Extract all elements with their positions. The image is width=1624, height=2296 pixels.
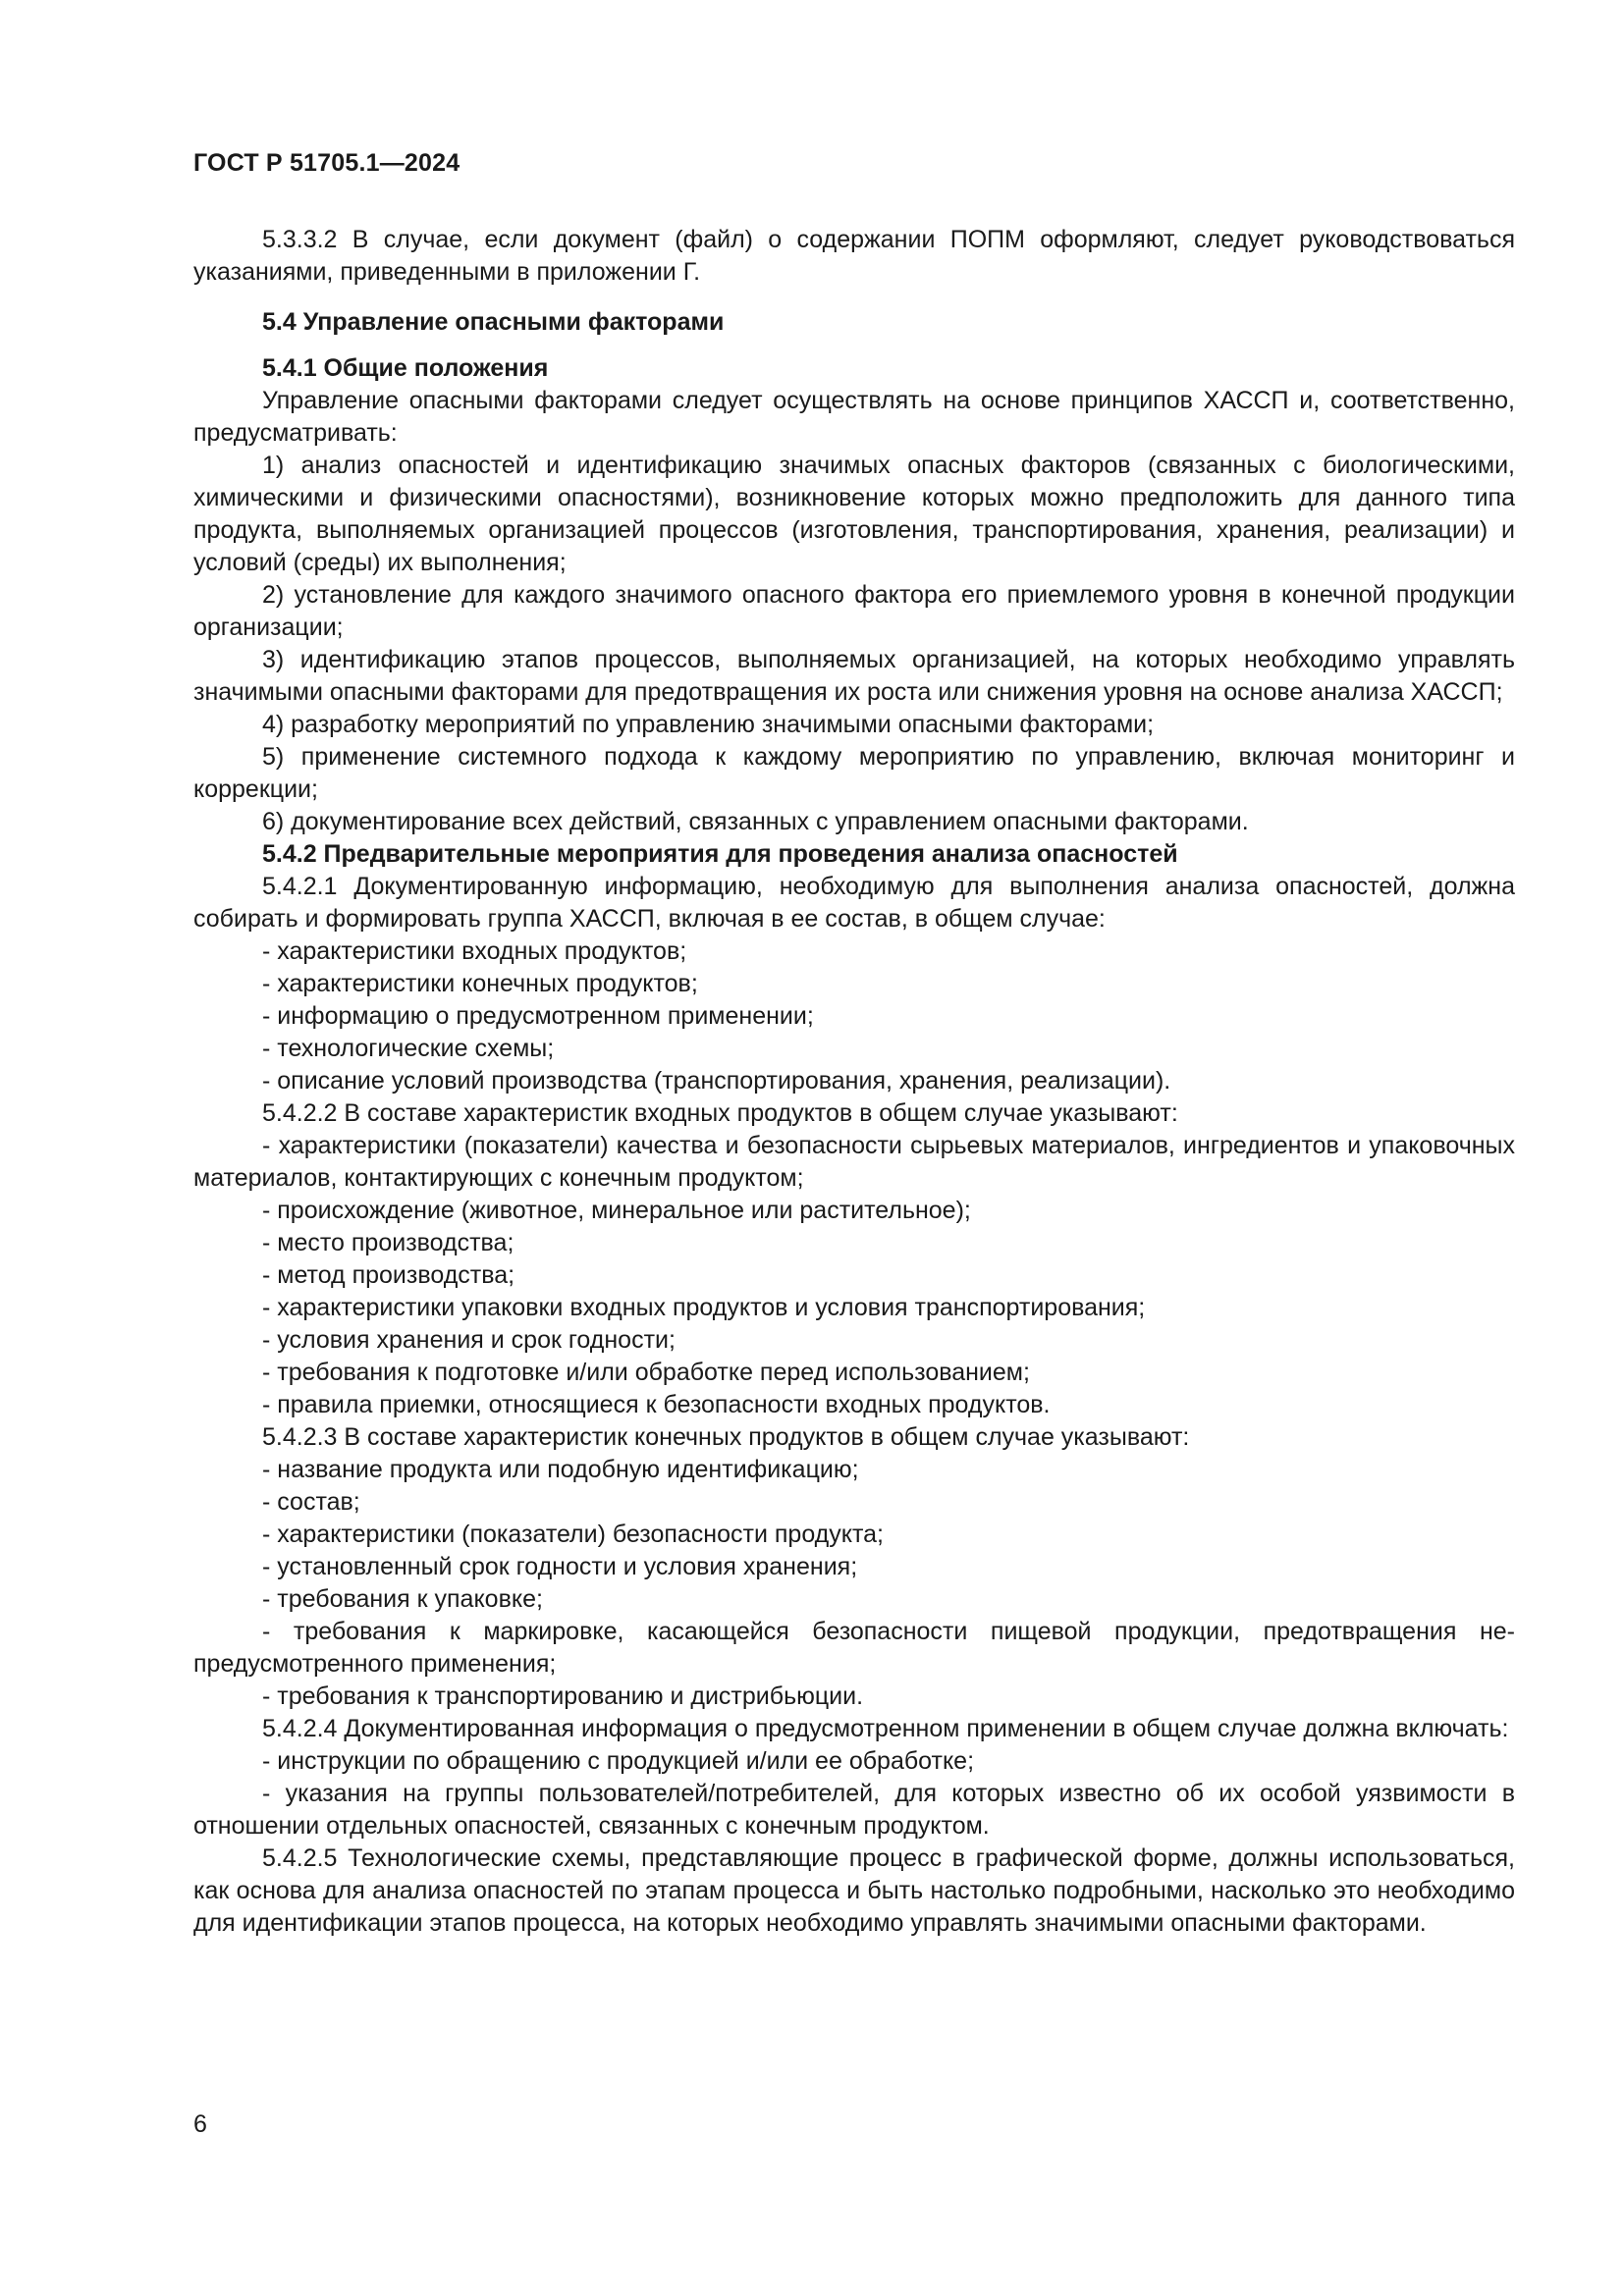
list-item: - характеристики (показатели) качества и безопасности сырьевых материалов, ингредиентов и упаковочных материалов, контактирующих с конечным продуктом; [193, 1132, 1515, 1192]
paragraph-intro: Управление опасными факторами следует осуществлять на основе принципов ХАССП и, соответственно, предусматривать: [193, 387, 1515, 447]
paragraph-5-3-3-2: 5.3.3.2 В случае, если документ (файл) о содержании ПОПМ оформляют, следует руководствоваться указаниями, приведенными в приложении Г. [193, 226, 1515, 286]
list-item: - указания на группы пользователей/потребителей, для которых известно об их особой уязвимости в отношении отдельных опасностей, связанных с конечным продуктом. [193, 1780, 1515, 1840]
list-item-1: 1) анализ опасностей и идентификацию значимых опасных факторов (связанных с биологическими, химическими и физическими опасностями), возникновение которых можно предположить для данного типа продукта, выполняемых организацией процессов (изготовления, транспортирования, хранения, реализации) и условий (среды) их выполнения; [193, 452, 1515, 576]
list-item: - технологические схемы; [262, 1035, 555, 1062]
list-item: - информацию о предусмотренном применении; [262, 1002, 814, 1030]
list-item: - название продукта или подобную идентификацию; [262, 1456, 859, 1483]
paragraph-5-4-2-5: 5.4.2.5 Технологические схемы, представляющие процесс в графической форме, должны использоваться, как основа для анализа опасностей по этапам процесса и быть настолько подробными, насколько это необходимо для идентификации этапов процесса, на которых необходимо управлять значимыми опасными факторами. [193, 1844, 1515, 1937]
list-item: - установленный срок годности и условия хранения; [262, 1553, 858, 1580]
list-item: - условия хранения и срок годности; [262, 1326, 676, 1354]
list-item: - описание условий производства (транспортирования, хранения, реализации). [262, 1067, 1171, 1095]
list-item: - правила приемки, относящиеся к безопасности входных продуктов. [262, 1391, 1051, 1418]
document-body [193, 224, 1515, 1940]
list-item: - инструкции по обращению с продукцией и/или ее обработке; [262, 1747, 975, 1775]
list-item: - характеристики конечных продуктов; [262, 970, 698, 997]
section-heading-5-4: 5.4 Управление опасными факторами [262, 308, 725, 336]
paragraph-5-4-2-2: 5.4.2.2 В составе характеристик входных продуктов в общем случае указывают: [262, 1099, 1178, 1127]
list-item: - происхождение (животное, минеральное или растительное); [262, 1197, 971, 1224]
paragraph-5-4-2-1: 5.4.2.1 Документированную информацию, необходимую для выполнения анализа опасностей, должна собирать и формировать группа ХАССП, включая в ее состав, в общем случае: [193, 873, 1515, 933]
list-item-4: 4) разработку мероприятий по управлению значимыми опасными факторами; [262, 711, 1155, 738]
list-item: - характеристики упаковки входных продуктов и условия транспортирования; [262, 1294, 1146, 1321]
list-item-5: 5) применение системного подхода к каждому мероприятию по управлению, включая мониторинг и коррекции; [193, 743, 1515, 803]
list-item: - требования к подготовке и/или обработке перед использованием; [262, 1359, 1030, 1386]
paragraph-5-4-2-4: 5.4.2.4 Документированная информация о предусмотренном применении в общем случае должна включать: [262, 1715, 1509, 1742]
document-header: ГОСТ Р 51705.1—2024 [193, 149, 460, 177]
list-item: - требования к упаковке; [262, 1585, 543, 1613]
paragraph-5-4-2-3: 5.4.2.3 В составе характеристик конечных продуктов в общем случае указывают: [262, 1423, 1190, 1451]
list-item-6: 6) документирование всех действий, связанных с управлением опасными факторами. [262, 808, 1249, 835]
list-item: - место производства; [262, 1229, 514, 1256]
list-item: - метод производства; [262, 1261, 515, 1289]
list-item: - характеристики входных продуктов; [262, 937, 687, 965]
subsection-heading-5-4-2: 5.4.2 Предварительные мероприятия для проведения анализа опасностей [262, 840, 1178, 868]
subsection-heading-5-4-1: 5.4.1 Общие положения [262, 354, 549, 382]
list-item: - требования к маркировке, касающейся безопасности пищевой продукции, предотвращения непредусмотренного применения; [193, 1618, 1515, 1678]
list-item: - характеристики (показатели) безопасности продукта; [262, 1521, 884, 1548]
list-item: - состав; [262, 1488, 360, 1516]
list-item: - требования к транспортированию и дистрибьюции. [262, 1682, 864, 1710]
list-item-3: 3) идентификацию этапов процессов, выполняемых организацией, на которых необходимо управлять значимыми опасными факторами для предотвращения их роста или снижения уровня на основе анализа ХАССП; [193, 646, 1515, 706]
page-number: 6 [193, 2110, 207, 2138]
list-item-2: 2) установление для каждого значимого опасного фактора его приемлемого уровня в конечной продукции организации; [193, 581, 1515, 641]
